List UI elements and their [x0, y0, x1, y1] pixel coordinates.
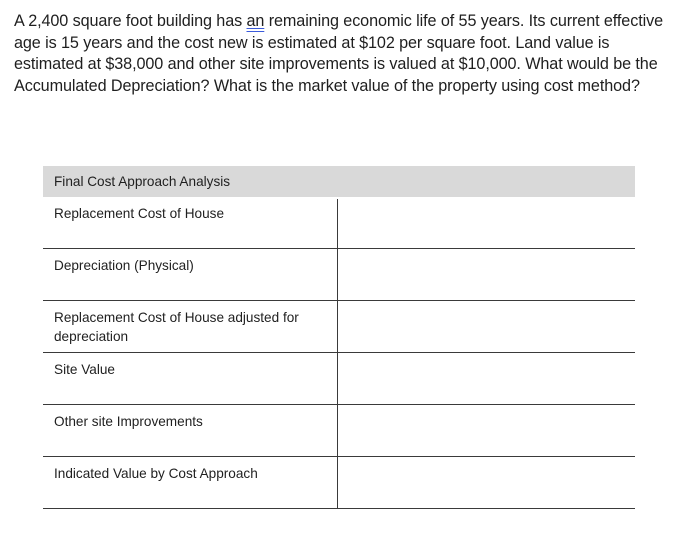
row-label: Replacement Cost of House: [54, 206, 225, 221]
question-line-4: Accumulated Depreciation? What is the market value of the property using cost method?: [14, 76, 640, 95]
row-value-cell[interactable]: [337, 301, 636, 352]
row-label: Site Value: [54, 362, 115, 377]
question-line-1: [14, 11, 688, 33]
table-row-site-value: [43, 353, 635, 405]
row-label: Replacement Cost of House adjusted for depreciation: [54, 310, 299, 344]
question-text: [14, 11, 688, 97]
table-row-replacement-cost: [43, 197, 635, 249]
row-value-cell[interactable]: [337, 405, 636, 456]
table-row-depreciation: [43, 249, 635, 301]
row-label: Depreciation (Physical): [54, 258, 194, 273]
question-line-2: age is 15 years and the cost new is estimated at $102 per square foot. Land value is: [14, 33, 610, 52]
row-value-cell[interactable]: [337, 199, 636, 248]
cost-approach-table: [43, 166, 635, 509]
grammar-flagged-word[interactable]: an: [246, 12, 265, 30]
table-row-adjusted-cost: [43, 301, 635, 353]
table-row-site-improvements: [43, 405, 635, 457]
table-row-indicated-value: [43, 457, 635, 509]
row-value-cell[interactable]: [337, 457, 636, 508]
row-value-cell[interactable]: [337, 249, 636, 300]
row-label: Other site Improvements: [54, 414, 203, 429]
question-line-1-start: A 2,400 square foot building has: [14, 12, 247, 30]
row-value-cell[interactable]: [337, 353, 636, 404]
question-line-3: estimated at $38,000 and other site improvements is valued at $10,000. What would be the: [14, 55, 658, 74]
row-label: Indicated Value by Cost Approach: [54, 466, 258, 481]
question-line-1-end: remaining economic life of 55 years. Its current effective: [264, 12, 663, 30]
table-header: Final Cost Approach Analysis: [43, 166, 635, 197]
